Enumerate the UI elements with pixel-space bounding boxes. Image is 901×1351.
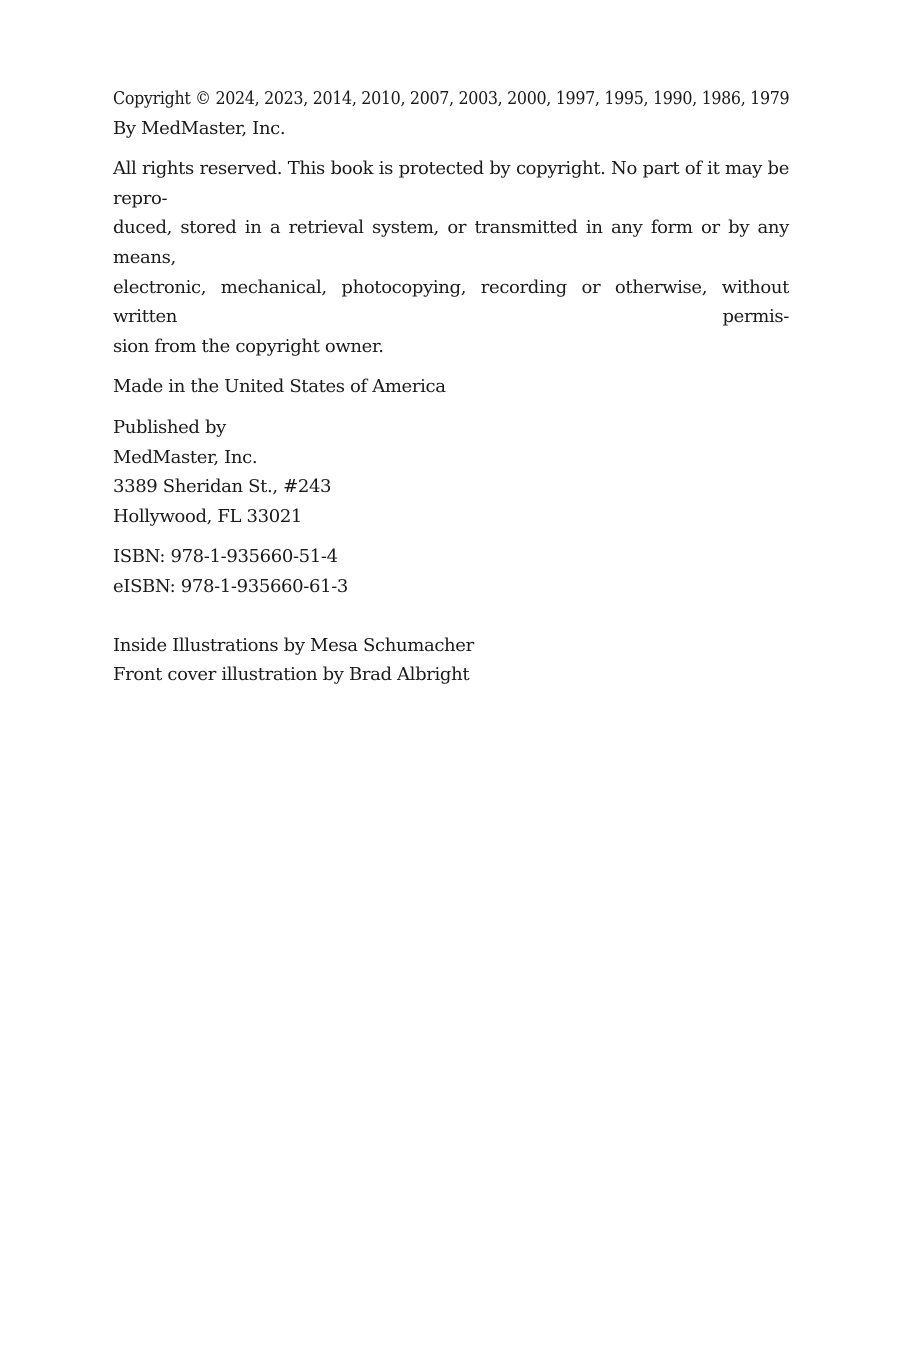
rights-paragraph: [113, 154, 789, 361]
publisher-name: MedMaster, Inc.: [113, 446, 258, 468]
rights-line-1: All rights reserved. This book is protected by copyright. No part of it may be repro-: [113, 158, 789, 209]
country-of-origin: Made in the United States of America: [113, 376, 446, 398]
copyright-holder: By MedMaster, Inc.: [113, 117, 286, 139]
copyright-years: Copyright © 2024, 2023, 2014, 2010, 2007, 2003, 2000, 1997, 1995, 1990, 1986, 1979: [113, 88, 790, 109]
rights-line-2: duced, stored in a retrieval system, or transmitted in any form or by any means,: [113, 217, 789, 268]
rights-line-3: electronic, mechanical, photocopying, recording or otherwise, without written permis-: [113, 276, 789, 328]
isbn-electronic: eISBN: 978-1-935660-61-3: [113, 575, 349, 597]
publisher-city: Hollywood, FL 33021: [113, 505, 303, 527]
origin-block: [113, 372, 789, 402]
copyright-block: [113, 84, 789, 143]
publisher-label: Published by: [113, 416, 226, 438]
inside-illustration-credit: Inside Illustrations by Mesa Schumacher: [113, 634, 474, 656]
cover-illustration-credit: Front cover illustration by Brad Albright: [113, 664, 470, 686]
rights-line-4: sion from the copyright owner.: [113, 335, 384, 357]
publisher-block: [113, 413, 789, 531]
isbn-block: [113, 542, 789, 601]
credits-block: [113, 631, 789, 690]
publisher-street: 3389 Sheridan St., #243: [113, 476, 332, 498]
copyright-page: [113, 84, 789, 701]
isbn-print: ISBN: 978-1-935660-51-4: [113, 546, 338, 568]
